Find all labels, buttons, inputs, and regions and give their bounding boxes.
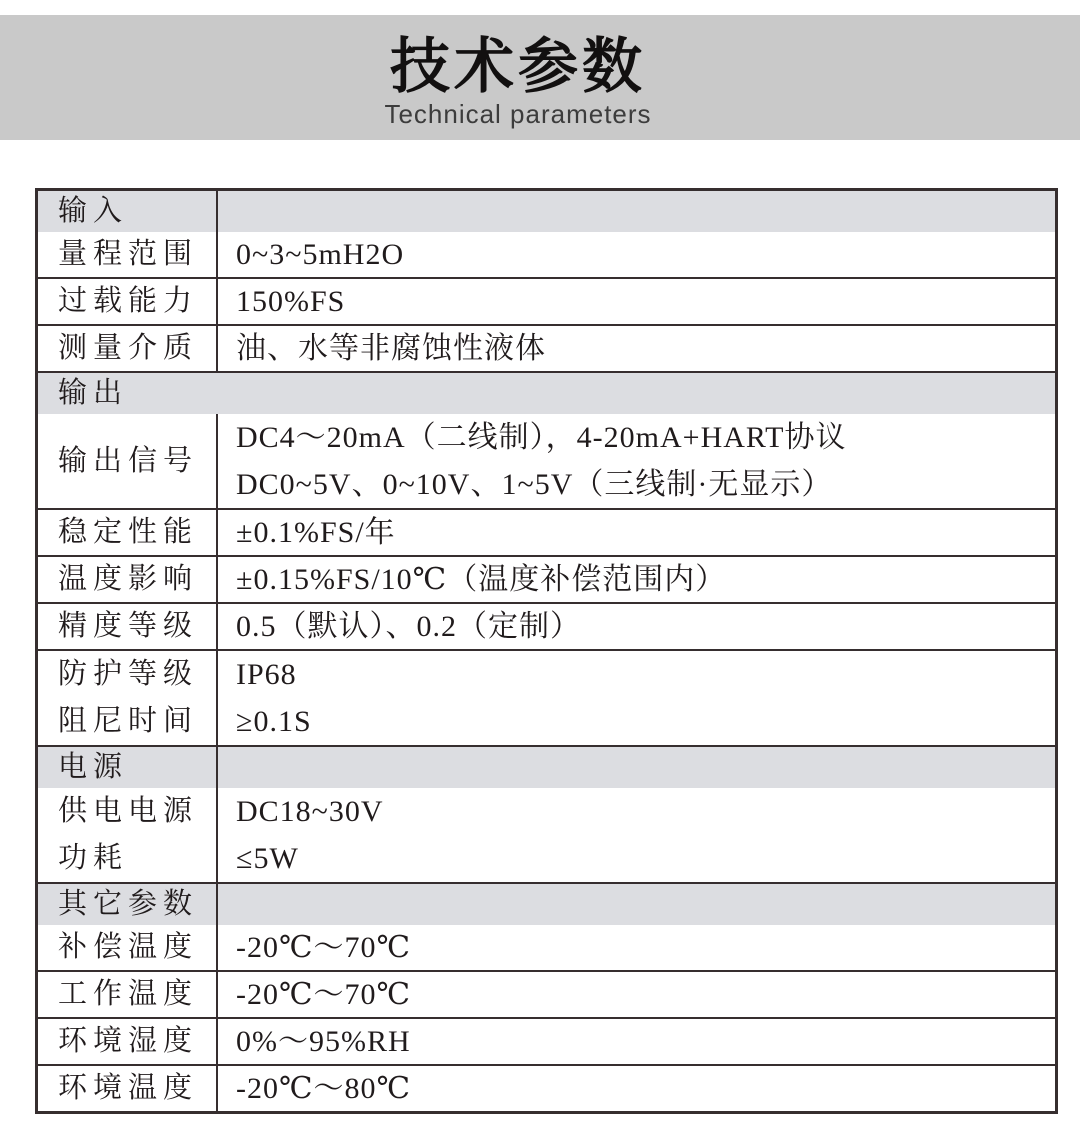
row-value-cell [218,232,1055,277]
row-label: 精度等级 [58,610,199,642]
row-value: ≥0.1S [236,705,312,738]
row-value: -20℃～70℃ [236,978,412,1011]
row-label-cell [38,1019,218,1064]
row-value: 0.5（默认）、0.2（定制） [236,610,581,643]
row-value: DC0~5V、0~10V、1~5V（三线制·无显示） [236,468,833,501]
row-label-cell [38,925,218,970]
section-row [38,371,1055,414]
row-label-cell [38,373,1055,414]
table-row [38,277,1055,324]
row-value: 0%～95%RH [236,1025,411,1058]
row-value: 150%FS [236,285,346,318]
row-label-cell [38,232,218,277]
row-value-cell [218,747,1055,788]
row-value-cell [218,925,1055,970]
row-value-cell [218,279,1055,324]
table-row [38,649,1055,745]
row-value: IP68 [236,658,297,691]
section-row [38,745,1055,788]
row-value-cell [218,1019,1055,1064]
row-label: 阻尼时间 [58,705,199,737]
row-label: 防护等级 [58,658,199,690]
row-label: 环境湿度 [58,1025,199,1057]
row-label-cell [38,884,218,925]
table-row [38,232,1055,277]
table-row [38,970,1055,1017]
table-row [38,324,1055,371]
row-label: 其它参数 [58,888,199,920]
header-banner [0,15,1080,140]
row-label: 稳定性能 [58,516,199,548]
row-value: DC18~30V [236,795,384,828]
row-value: DC4～20mA（二线制），4-20mA+HART协议 [236,421,847,454]
row-label-cell [38,1066,218,1111]
row-label-cell [38,414,218,508]
row-value: ±0.1%FS/年 [236,516,396,549]
row-label-cell [38,191,218,232]
row-label: 电源 [58,751,129,783]
row-label: 补偿温度 [58,931,199,963]
row-label-cell [38,972,218,1017]
row-value-cell [218,972,1055,1017]
row-label: 过载能力 [58,285,199,317]
row-value-cell [218,191,1055,232]
table-row [38,925,1055,970]
row-label: 工作温度 [58,978,199,1010]
table-row [38,414,1055,508]
page-title: 技术参数 [390,33,646,100]
table-row [38,602,1055,649]
table-row [38,788,1055,882]
row-label-cell [38,788,218,882]
row-label-cell [38,604,218,649]
table-row [38,1017,1055,1064]
row-value-cell [218,884,1055,925]
row-value: 0~3~5mH2O [236,238,405,271]
row-label: 输出信号 [58,444,199,477]
row-label: 功耗 [58,842,129,874]
row-value-cell [218,510,1055,555]
row-value-cell [218,557,1055,602]
row-label-cell [38,510,218,555]
row-value-cell [218,604,1055,649]
row-label: 测量介质 [58,332,199,364]
section-row [38,191,1055,232]
row-label-cell [38,279,218,324]
row-value-cell [218,651,1055,745]
row-label: 环境温度 [58,1072,199,1104]
row-value: -20℃～70℃ [236,931,412,964]
header-banner-inner [0,15,1058,140]
row-value: -20℃～80℃ [236,1072,412,1105]
row-value-cell [218,788,1055,882]
section-row [38,882,1055,925]
row-label: 供电电源 [58,795,199,827]
row-value-cell [218,414,1055,508]
row-value: 油、水等非腐蚀性液体 [236,332,546,365]
row-label-cell [38,557,218,602]
row-label-cell [38,651,218,745]
table-row [38,555,1055,602]
row-value-cell [218,1066,1055,1111]
row-value-cell [218,326,1055,371]
row-label: 温度影响 [58,563,199,595]
page-subtitle: Technical parameters [384,99,652,129]
row-label-cell [38,747,218,788]
row-value: ±0.15%FS/10℃（温度补偿范围内） [236,563,727,596]
row-label: 量程范围 [58,238,199,270]
row-label-cell [38,326,218,371]
row-label: 输入 [58,195,129,227]
table-row [38,508,1055,555]
row-value: ≤5W [236,842,299,875]
parameters-table [35,188,1058,1114]
row-label: 输出 [58,377,129,409]
table-row [38,1064,1055,1111]
